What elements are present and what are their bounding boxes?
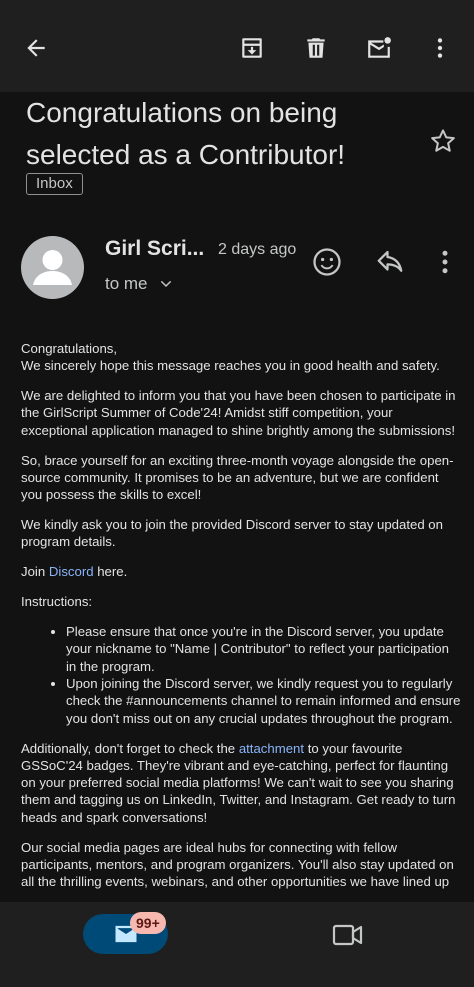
attachment-suffix: to your favourite GSSoC'24 badges. They're vibrant and eye-catching, perfect for flaunting on your preferred social media platforms! We can't wait to see you sharing them and tagging us on LinkedIn, Twitter, and Instagram. Get ready to turn heads and spark conversations! xyxy=(21,740,456,825)
message-body xyxy=(21,340,461,902)
subject-line-1: Congratulations on being xyxy=(26,97,338,128)
meet-tab[interactable] xyxy=(332,922,364,948)
archive-button[interactable] xyxy=(234,30,270,66)
star-outline-icon xyxy=(428,126,458,156)
subject-title xyxy=(26,92,406,176)
more-vert-icon xyxy=(430,247,460,277)
message-more-button[interactable] xyxy=(430,247,460,277)
discord-link[interactable]: Discord xyxy=(48,564,94,580)
bottom-navigation xyxy=(0,902,474,987)
body-intro xyxy=(21,340,461,375)
reply-icon xyxy=(375,247,405,277)
trash-icon xyxy=(303,35,329,61)
more-vert-icon xyxy=(427,35,453,61)
body-paragraph xyxy=(21,740,461,826)
body-greeting: Congratulations, xyxy=(21,341,118,356)
video-camera-icon xyxy=(332,922,364,948)
chevron-down-icon xyxy=(158,276,174,292)
mark-unread-icon xyxy=(366,35,392,61)
star-button[interactable] xyxy=(428,126,458,156)
list-item: • Upon joining the Discord server, we kindly request you to regularly check the #announcements channel to remain informed and ensure you don't miss out on any crucial updates throughout the program. xyxy=(66,675,461,727)
more-options-button[interactable] xyxy=(422,30,458,66)
join-prefix: Join xyxy=(21,564,49,580)
reply-button[interactable] xyxy=(375,247,405,277)
recipient-toggle[interactable] xyxy=(105,274,174,294)
body-paragraph: We kindly ask you to join the provided Discord server to stay updated on program details. xyxy=(21,517,443,550)
arrow-back-icon xyxy=(23,35,49,61)
attachment-prefix: Additionally, don't forget to check the xyxy=(21,740,239,756)
person-icon xyxy=(21,236,84,299)
inbox-label-chip[interactable]: Inbox xyxy=(26,173,83,195)
back-button[interactable] xyxy=(18,30,54,66)
sender-avatar[interactable] xyxy=(21,236,84,299)
sender-name[interactable]: Girl Scri... xyxy=(105,237,205,260)
attachment-link[interactable]: attachment xyxy=(238,740,305,756)
top-app-bar xyxy=(0,0,474,92)
emoji-icon xyxy=(312,247,342,277)
message-time: 2 days ago xyxy=(218,241,297,258)
join-suffix: here. xyxy=(93,564,128,580)
body-paragraph: Our social media pages are ideal hubs for connecting with fellow participants, mentors, and program organizers. You'll also stay updated on all the thrilling events, webinars, and other opportunities we have lined up xyxy=(21,839,454,890)
mark-unread-button[interactable] xyxy=(361,30,397,66)
subject-line-2: selected as a Contributor! xyxy=(26,139,346,170)
react-emoji-button[interactable] xyxy=(312,247,342,277)
message-view xyxy=(0,92,474,902)
list-item: • Please ensure that once you're in the Discord server, you update your nickname to "Name | Contributor" to reflect your participation in the program. xyxy=(66,623,461,675)
delete-button[interactable] xyxy=(298,30,334,66)
body-paragraph: We sincerely hope this message reaches you in good health and safety. xyxy=(21,358,440,374)
instructions-list xyxy=(66,623,461,727)
join-discord-line xyxy=(21,563,461,580)
body-paragraph: So, brace yourself for an exciting three-month voyage alongside the open-source community. It promises to be an adventure, but we are confident you possess the skills to excel! xyxy=(21,452,454,503)
instructions-heading: Instructions: xyxy=(21,594,93,610)
recipient-label: to me xyxy=(105,274,148,293)
archive-icon xyxy=(239,35,265,61)
unread-count-badge: 99+ xyxy=(130,912,166,934)
body-paragraph: We are delighted to inform you that you have been chosen to participate in the GirlScript Summer of Code'24! Amidst stiff competition, your exceptional application managed to shine brightly among the submissions! xyxy=(21,388,456,438)
